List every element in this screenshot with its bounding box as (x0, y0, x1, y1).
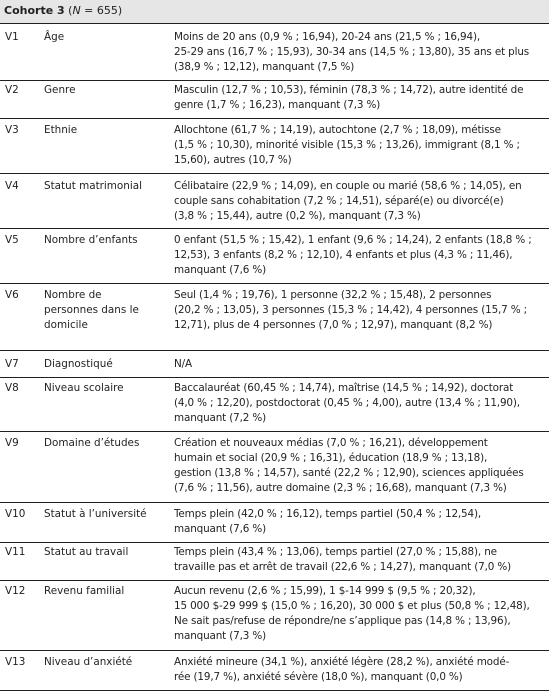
variable-value-line: Ne sait pas/refuse de répondre/ne s’applique pas (14,8 % ; 13,96), (174, 615, 511, 627)
cohort-title: Cohorte 3 (4, 4, 65, 17)
variable-label (44, 179, 172, 194)
sample-size-value: = 655) (80, 4, 123, 17)
variable-value-line: (7,6 % ; 11,56), autre domaine (2,3 % ; 16,68), manquant (7,3 %) (174, 482, 507, 494)
variable-id: V12 (5, 585, 26, 597)
variable-value-line: manquant (7,3 %) (174, 630, 266, 642)
variable-label-line: personnes dans le (44, 304, 139, 316)
variable-label (44, 381, 172, 396)
variable-values (174, 507, 545, 537)
row-rule (0, 80, 549, 81)
row-rule (0, 542, 549, 543)
variable-label-line: Niveau d’anxiété (44, 656, 133, 668)
variable-label-line: Ethnie (44, 124, 78, 136)
variable-id: V5 (5, 234, 19, 246)
row-rule (0, 283, 549, 284)
variable-value-line: couple sans cohabitation (7,2 % ; 14,51), séparé(e) ou divorcé(e) (174, 195, 504, 207)
variable-label-line: Statut au travail (44, 546, 129, 558)
variable-values (174, 123, 545, 168)
table-bottom-rule (0, 690, 549, 691)
variable-label-line: Diagnostiqué (44, 358, 113, 370)
variable-value-line: N/A (174, 358, 192, 370)
table-title (4, 4, 122, 18)
variable-value-line: manquant (7,6 %) (174, 264, 266, 276)
variable-value-line: Temps plein (43,4 % ; 13,06), temps partiel (27,0 % ; 15,88), ne (174, 546, 497, 558)
variable-value-line: (4,0 % ; 12,20), postdoctorat (0,45 % ; 4,00), autre (13,4 % ; 11,90), (174, 397, 520, 409)
variable-value-line: Seul (1,4 % ; 19,76), 1 personne (32,2 % ; 15,48), 2 personnes (174, 289, 492, 301)
variable-value-line: (20,2 % ; 13,05), 3 personnes (15,3 % ; 14,42), 4 personnes (15,7 % ; (174, 304, 528, 316)
variable-values (174, 288, 545, 333)
variable-value-line: 25-29 ans (16,7 % ; 15,93), 30-34 ans (14,5 % ; 13,80), 35 ans et plus (174, 46, 530, 58)
variable-value-line: Anxiété mineure (34,1 %), anxiété légère (28,2 %), anxiété modé- (174, 656, 510, 668)
variable-label (44, 233, 172, 248)
variable-value-line: Création et nouveaux médias (7,0 % ; 16,21), développement (174, 437, 488, 449)
variable-values (174, 30, 545, 75)
variable-label-line: Nombre d’enfants (44, 234, 138, 246)
variable-values (174, 83, 545, 113)
variable-id: V4 (5, 180, 19, 192)
variable-value-line: manquant (7,6 %) (174, 523, 266, 535)
variable-value-line: manquant (7,2 %) (174, 412, 266, 424)
variable-label (44, 30, 172, 45)
variable-value-line: Aucun revenu (2,6 % ; 15,99), 1 $-14 999 $ (9,5 % ; 20,32), (174, 585, 476, 597)
variable-id: V7 (5, 358, 19, 370)
variable-label (44, 288, 172, 333)
variable-value-line: Moins de 20 ans (0,9 % ; 16,94), 20-24 ans (21,5 % ; 16,94), (174, 31, 481, 43)
variable-label (44, 123, 172, 138)
variable-value-line: Masculin (12,7 % ; 10,53), féminin (78,3 % ; 14,72), autre identité de (174, 84, 524, 96)
variable-value-line: rée (19,7 %), anxiété sévère (18,0 %), manquant (0,0 %) (174, 671, 463, 683)
variable-label-line: Âge (44, 31, 65, 43)
variable-label (44, 357, 172, 372)
variable-label (44, 83, 172, 98)
variable-label (44, 584, 172, 599)
variable-value-line: 15,60), autres (10,7 %) (174, 154, 292, 166)
variable-id: V13 (5, 656, 26, 668)
variable-value-line: 12,53), 3 enfants (8,2 % ; 12,10), 4 enfants et plus (4,3 % ; 11,46), (174, 249, 513, 261)
variable-value-line: Célibataire (22,9 % ; 14,09), en couple ou marié (58,6 % ; 14,05), en (174, 180, 522, 192)
variable-label (44, 436, 172, 451)
variable-id: V8 (5, 382, 19, 394)
variable-label-line: Statut à l’université (44, 508, 147, 520)
variable-label-line: Statut matrimonial (44, 180, 143, 192)
variable-label (44, 655, 172, 670)
row-rule (0, 228, 549, 229)
row-rule (0, 502, 549, 503)
row-rule (0, 431, 549, 432)
variable-values (174, 655, 545, 685)
variable-value-line: travaille pas et arrêt de travail (22,6 % ; 14,27), manquant (7,0 %) (174, 561, 511, 573)
variable-id: V2 (5, 84, 19, 96)
variable-value-line: 0 enfant (51,5 % ; 15,42), 1 enfant (9,6 % ; 14,24), 2 enfants (18,8 % ; (174, 234, 532, 246)
variable-value-line: Allochtone (61,7 % ; 14,19), autochtone (2,7 % ; 18,09), métisse (174, 124, 501, 136)
variable-values (174, 233, 545, 278)
variable-id: V10 (5, 508, 26, 520)
variable-label-line: Genre (44, 84, 76, 96)
variable-value-line: 15 000 $-29 999 $ (15,0 % ; 16,20), 30 000 $ et plus (50,8 % ; 12,48), (174, 600, 530, 612)
sample-size-symbol: N (72, 4, 81, 17)
variable-value-line: gestion (13,8 % ; 14,57), santé (22,2 % ; 12,90), sciences appliquées (174, 467, 524, 479)
variable-values (174, 381, 545, 426)
variable-value-line: (38,9 % ; 12,12), manquant (7,5 %) (174, 61, 355, 73)
variable-value-line: Baccalauréat (60,45 % ; 14,74), maîtrise (14,5 % ; 14,92), doctorat (174, 382, 514, 394)
header-rule (0, 23, 549, 24)
variable-label-line: Revenu familial (44, 585, 125, 597)
variable-value-line: (1,5 % ; 10,30), minorité visible (15,3 % ; 13,26), immigrant (8,1 % ; (174, 139, 520, 151)
table-header (0, 0, 549, 23)
variable-label (44, 545, 172, 560)
variable-label (44, 507, 172, 522)
row-rule (0, 350, 549, 351)
variable-values (174, 436, 545, 496)
variable-value-line: 12,71), plus de 4 personnes (7,0 % ; 12,97), manquant (8,2 %) (174, 319, 493, 331)
variable-values (174, 545, 545, 575)
row-rule (0, 650, 549, 651)
variable-id: V3 (5, 124, 19, 136)
variable-id: V9 (5, 437, 19, 449)
variable-label-line: Niveau scolaire (44, 382, 124, 394)
variable-values (174, 584, 545, 644)
variable-id: V1 (5, 31, 19, 43)
variable-value-line: genre (1,7 % ; 16,23), manquant (7,3 %) (174, 99, 381, 111)
variable-id: V6 (5, 289, 19, 301)
row-rule (0, 580, 549, 581)
variable-label-line: domicile (44, 319, 88, 331)
sample-size-open: ( (64, 4, 73, 17)
variable-value-line: (3,8 % ; 15,44), autre (0,2 %), manquant (7,3 %) (174, 210, 421, 222)
row-rule (0, 173, 549, 174)
variable-values (174, 179, 545, 224)
variable-id: V11 (5, 546, 26, 558)
variable-label-line: Domaine d’études (44, 437, 140, 449)
variable-label-line: Nombre de (44, 289, 102, 301)
variable-value-line: humain et social (20,9 % ; 16,31), éducation (18,9 % ; 13,18), (174, 452, 488, 464)
variable-values (174, 357, 545, 372)
variable-value-line: Temps plein (42,0 % ; 16,12), temps partiel (50,4 % ; 12,54), (174, 508, 482, 520)
row-rule (0, 377, 549, 378)
row-rule (0, 118, 549, 119)
